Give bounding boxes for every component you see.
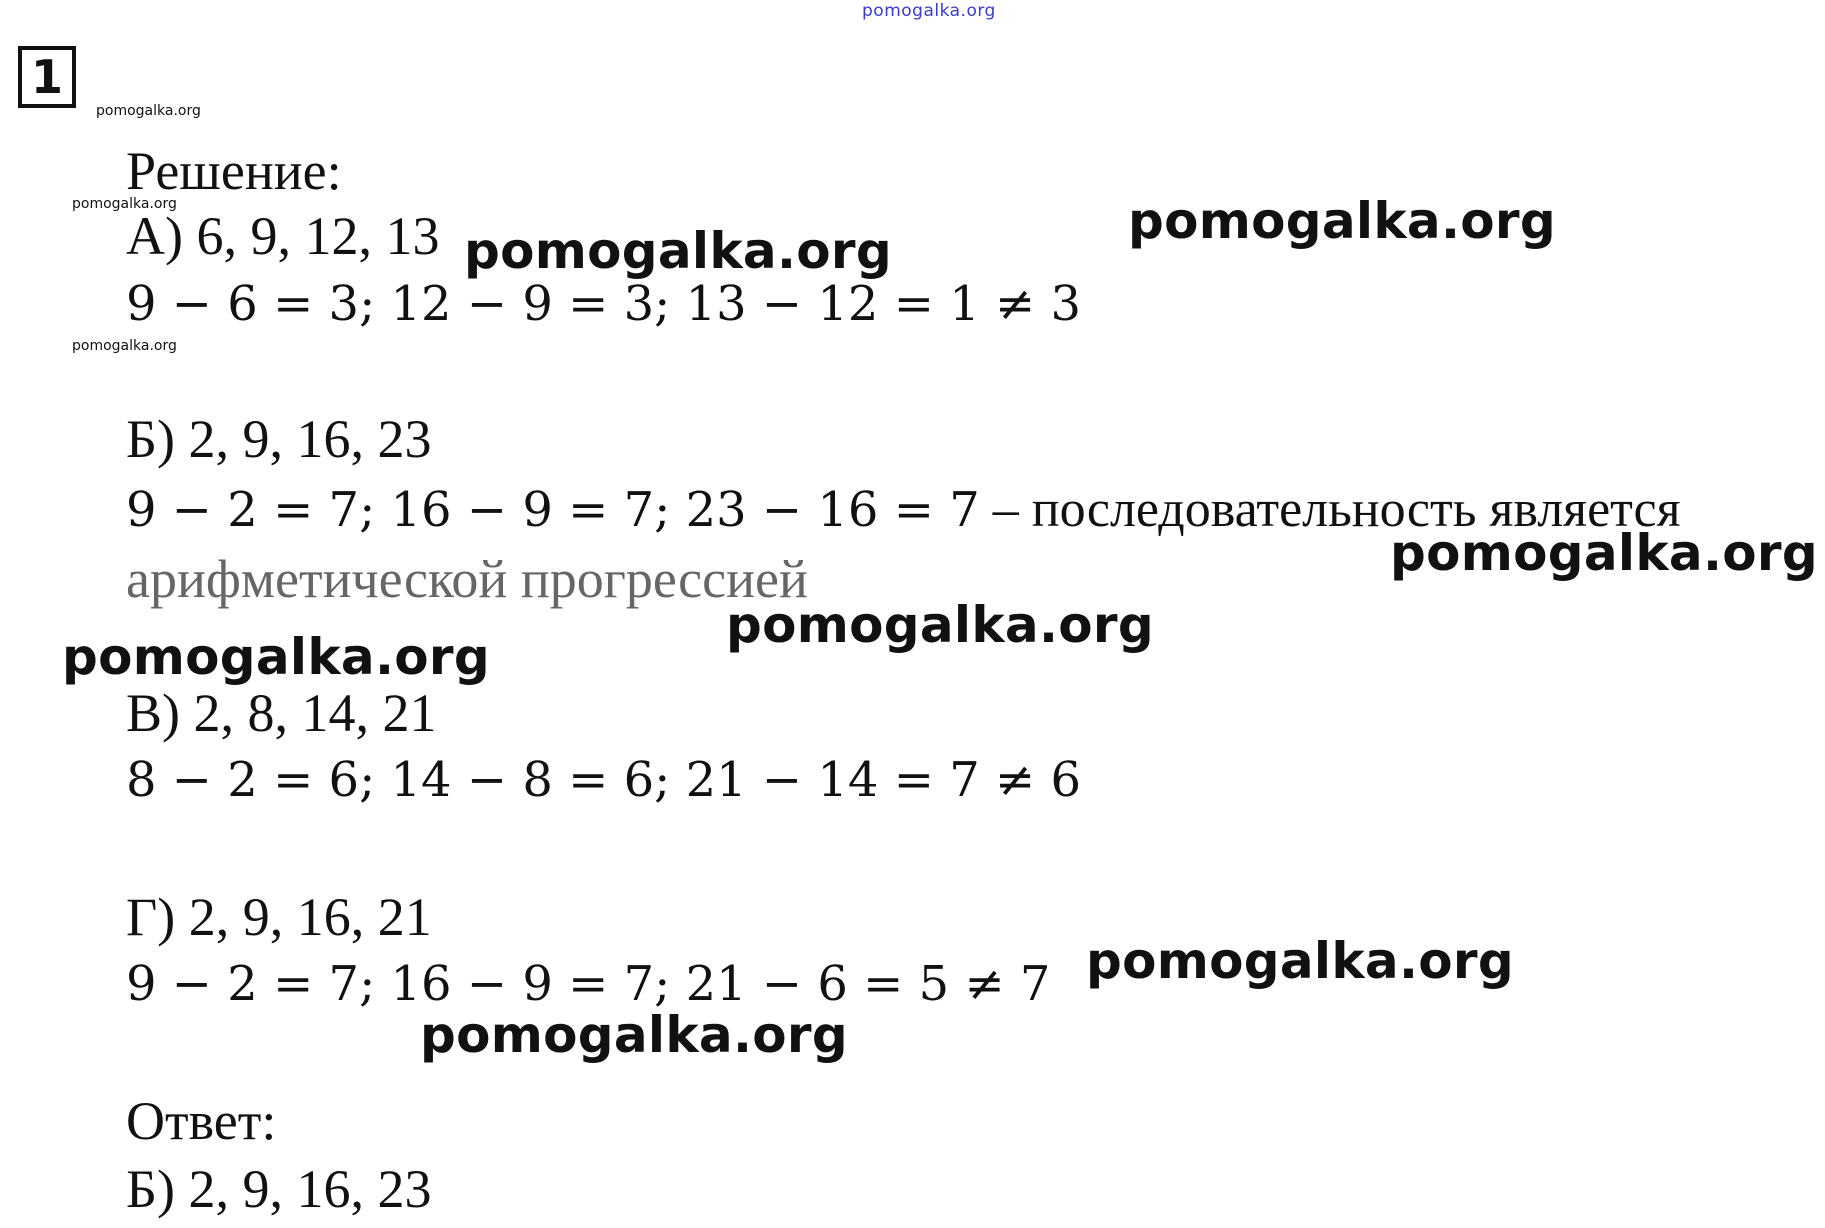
part-b-sequence: Б) 2, 9, 16, 23: [126, 409, 432, 469]
watermark-large: pomogalka.org: [726, 596, 1154, 654]
part-a-sequence: А) 6, 9, 12, 13: [126, 206, 440, 266]
part-b-check: 9 − 2 = 7; 16 − 9 = 7; 23 − 16 = 7: [126, 482, 980, 538]
solution-heading: Решение:: [126, 141, 342, 201]
part-v-sequence: В) 2, 8, 14, 21: [126, 683, 437, 743]
watermark-small: pomogalka.org: [96, 103, 201, 119]
answer-label: Ответ:: [126, 1091, 277, 1151]
watermark-large: pomogalka.org: [464, 222, 892, 280]
part-v-check: 8 − 2 = 6; 14 − 8 = 6; 21 − 14 = 7 ≠ 6: [126, 752, 1082, 808]
watermark-large: pomogalka.org: [1128, 192, 1556, 250]
watermark-large: pomogalka.org: [62, 628, 490, 686]
watermark-large: pomogalka.org: [1086, 932, 1514, 990]
watermark-large: pomogalka.org: [1390, 524, 1818, 582]
part-g-sequence: Г) 2, 9, 16, 21: [126, 887, 432, 947]
watermark-large: pomogalka.org: [420, 1006, 848, 1064]
task-number-box: 1: [18, 46, 76, 108]
part-a-check: 9 − 6 = 3; 12 − 9 = 3; 13 − 12 = 1 ≠ 3: [126, 276, 1082, 332]
watermark-small: pomogalka.org: [72, 338, 177, 354]
site-link[interactable]: pomogalka.org: [862, 1, 996, 21]
watermark-small: pomogalka.org: [72, 196, 177, 212]
part-b-note-continued: арифметической прогрессией: [126, 549, 808, 609]
part-g-check: 9 − 2 = 7; 16 − 9 = 7; 21 − 6 = 5 ≠ 7: [126, 956, 1051, 1012]
part-b-note: – последовательность является: [979, 481, 1681, 538]
answer-value: Б) 2, 9, 16, 23: [126, 1159, 432, 1219]
